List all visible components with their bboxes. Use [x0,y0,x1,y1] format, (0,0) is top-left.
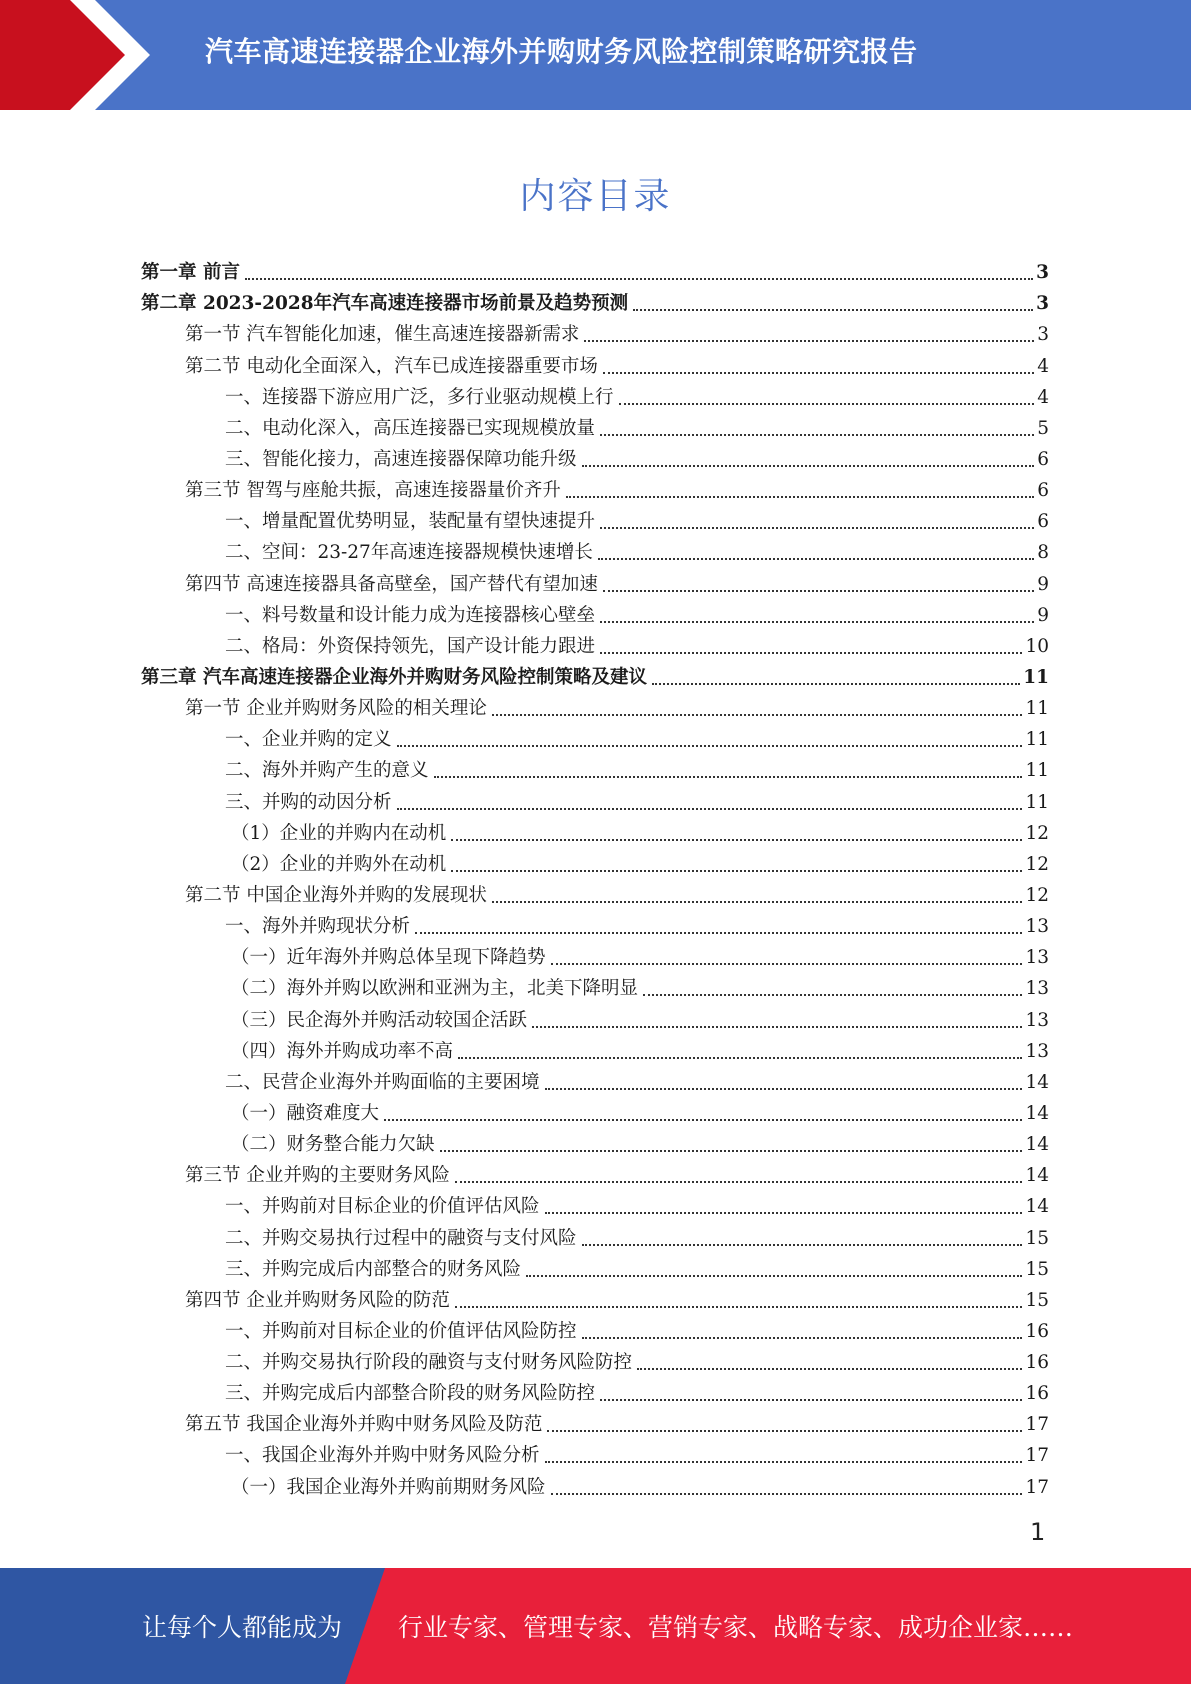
toc-dot-leader [458,1056,1022,1059]
toc-entry[interactable] [141,1344,1049,1375]
toc-entry-page: 4 [1037,355,1049,377]
toc-entry-page: 13 [1025,947,1049,969]
toc-entry[interactable] [141,1188,1049,1219]
toc-entry-label: 第三节 智驾与座舱共振，高速连接器量价齐升 [185,480,561,502]
toc-dot-leader [619,402,1035,405]
toc-entry-page: 3 [1036,262,1049,284]
toc-entry[interactable] [141,783,1049,814]
toc-entry[interactable] [141,815,1049,846]
toc-entry-page: 3 [1037,324,1049,346]
toc-entry-page: 12 [1025,853,1049,875]
toc-dot-leader [566,495,1034,498]
toc-entry-label: （一）近年海外并购总体呈现下降趋势 [231,947,546,969]
toc-entry-label: 二、空间：23-27年高速连接器规模快速增长 [225,542,593,564]
toc-heading: 内容目录 [519,176,672,217]
toc-entry[interactable] [141,597,1049,628]
toc-entry[interactable] [141,503,1049,534]
toc-entry-label: 第四节 企业并购财务风险的防范 [185,1289,450,1311]
toc-entry-page: 11 [1025,760,1049,782]
toc-entry-label: 第一节 汽车智能化加速，催生高速连接器新需求 [185,324,580,346]
toc-entry-label: 第二章 2023-2028年汽车高速连接器市场前景及趋势预测 [141,293,629,315]
toc-entry-label: （二）海外并购以欧洲和亚洲为主，北美下降明显 [231,978,639,1000]
toc-entry-label: 二、并购交易执行阶段的融资与支付财务风险防控 [225,1352,633,1374]
toc-entry[interactable] [141,690,1049,721]
toc-dot-leader [455,1305,1023,1308]
toc-entry-label: 二、格局：外资保持领先，国产设计能力跟进 [225,635,596,657]
toc-entry-label: 第二节 电动化全面深入，汽车已成连接器重要市场 [185,355,598,377]
toc-entry-page: 11 [1023,666,1049,688]
toc-dot-leader [603,589,1034,592]
toc-dot-leader [582,1336,1023,1339]
toc-entry-page: 15 [1025,1258,1049,1280]
toc-entry-label: （一）我国企业海外并购前期财务风险 [231,1476,546,1498]
toc-entry[interactable] [141,628,1049,659]
toc-entry[interactable] [141,379,1049,410]
toc-dot-leader [451,838,1022,841]
toc-entry[interactable] [141,410,1049,441]
toc-entry[interactable] [141,1157,1049,1188]
toc-entry-label: 二、海外并购产生的意义 [225,760,429,782]
toc-entry-page: 17 [1025,1445,1049,1467]
toc-entry-label: （2）企业的并购外在动机 [231,853,447,875]
toc-entry[interactable] [141,285,1049,316]
page-header [0,0,1191,110]
toc-entry-label: 一、并购前对目标企业的价值评估风险 [225,1196,540,1218]
toc-entry-label: 三、智能化接力，高速连接器保障功能升级 [225,448,577,470]
toc-dot-leader [415,931,1022,934]
toc-entry[interactable] [141,970,1049,1001]
toc-dot-leader [652,682,1020,685]
toc-entry-label: 一、料号数量和设计能力成为连接器核心壁垒 [225,604,596,626]
toc-entry-page: 14 [1025,1134,1049,1156]
toc-dot-leader [545,1460,1023,1463]
toc-entry-label: 二、民营企业海外并购面临的主要困境 [225,1071,540,1093]
toc-entry[interactable] [141,1064,1049,1095]
toc-entry-page: 14 [1025,1165,1049,1187]
toc-entry-label: 三、并购完成后内部整合的财务风险 [225,1258,522,1280]
toc-dot-leader [397,807,1023,810]
toc-dot-leader [440,1149,1023,1152]
toc-entry-label: 一、企业并购的定义 [225,729,392,751]
toc-dot-leader [547,1429,1022,1432]
toc-entry-page: 6 [1037,448,1049,470]
toc-entry-page: 9 [1037,573,1049,595]
toc-dot-leader [600,1398,1022,1401]
toc-entry-page: 13 [1025,978,1049,1000]
toc-dot-leader [551,962,1023,965]
toc-dot-leader [600,433,1034,436]
toc-dot-leader [455,1180,1023,1183]
toc-entry-page: 4 [1037,386,1049,408]
toc-dot-leader [551,1492,1023,1495]
toc-entry-page: 11 [1025,791,1049,813]
page-number: 1 [1030,1518,1046,1546]
toc-dot-leader [384,1118,1022,1121]
toc-entry-label: 一、我国企业海外并购中财务风险分析 [225,1445,540,1467]
toc-dot-leader [600,526,1034,529]
toc-dot-leader [582,464,1035,467]
toc-dot-leader [397,744,1023,747]
footer-slogan-left: 让每个人都能成为 [142,1613,343,1642]
toc-entry[interactable] [141,1126,1049,1157]
toc-entry[interactable] [141,1282,1049,1313]
toc-dot-leader [600,651,1022,654]
toc-entry-label: （二）财务整合能力欠缺 [231,1134,435,1156]
toc-dot-leader [584,339,1034,342]
toc-dot-leader [526,1274,1022,1277]
toc-dot-leader [637,1367,1022,1370]
toc-dot-leader [600,620,1034,623]
toc-entry[interactable] [141,565,1049,596]
toc-entry-page: 17 [1025,1414,1049,1436]
toc-entry[interactable] [141,1375,1049,1406]
toc-entry[interactable] [141,877,1049,908]
toc-entry-label: 一、并购前对目标企业的价值评估风险防控 [225,1320,577,1342]
toc-entry-page: 15 [1025,1289,1049,1311]
toc-dot-leader [492,900,1023,903]
page-footer [0,1568,1191,1684]
toc-entry-label: 一、增量配置优势明显，装配量有望快速提升 [225,511,596,533]
toc-entry-label: （一）融资难度大 [231,1102,380,1124]
toc-dot-leader [492,713,1023,716]
toc-dot-leader [434,775,1023,778]
toc-dot-leader [598,557,1034,560]
toc-entry-page: 13 [1025,916,1049,938]
toc-entry[interactable] [141,534,1049,565]
toc-entry-page: 16 [1025,1352,1049,1374]
toc-entry[interactable] [141,472,1049,503]
toc-entry[interactable] [141,254,1049,285]
toc-entry[interactable] [141,1437,1049,1468]
toc-entry[interactable] [141,1033,1049,1064]
toc-entry[interactable] [141,347,1049,378]
toc-entry-label: 一、连接器下游应用广泛，多行业驱动规模上行 [225,386,614,408]
toc-entry[interactable] [141,908,1049,939]
toc-entry-label: 一、海外并购现状分析 [225,916,411,938]
toc-entry[interactable] [141,939,1049,970]
toc-entry[interactable] [141,1095,1049,1126]
toc-entry-page: 14 [1025,1102,1049,1124]
toc-entry-page: 9 [1037,604,1049,626]
toc-entry[interactable] [141,1468,1049,1499]
footer-slogan-right: 行业专家、管理专家、营销专家、战略专家、成功企业家…… [398,1613,1074,1642]
toc-entry[interactable] [141,1001,1049,1032]
table-of-contents [141,254,1049,1500]
toc-entry-page: 5 [1037,417,1049,439]
toc-dot-leader [643,993,1022,996]
toc-dot-leader [582,1243,1023,1246]
toc-entry[interactable] [141,752,1049,783]
toc-entry-label: 第一节 企业并购财务风险的相关理论 [185,698,487,720]
toc-dot-leader [633,308,1033,311]
toc-entry[interactable] [141,846,1049,877]
toc-entry-label: 第三章 汽车高速连接器企业海外并购财务风险控制策略及建议 [141,666,647,688]
toc-dot-leader [603,371,1034,374]
toc-entry-page: 16 [1025,1383,1049,1405]
toc-entry-page: 8 [1037,542,1049,564]
toc-entry-page: 13 [1025,1009,1049,1031]
toc-dot-leader [245,277,1033,280]
toc-entry-label: 二、电动化深入，高压连接器已实现规模放量 [225,417,596,439]
toc-entry-label: 第四节 高速连接器具备高壁垒，国产替代有望加速 [185,573,598,595]
toc-dot-leader [451,869,1022,872]
toc-entry-page: 6 [1037,511,1049,533]
toc-entry[interactable] [141,659,1049,690]
toc-entry-label: 第二节 中国企业海外并购的发展现状 [185,884,487,906]
toc-entry-page: 6 [1037,480,1049,502]
toc-entry[interactable] [141,1251,1049,1282]
toc-entry-label: 三、并购完成后内部整合阶段的财务风险防控 [225,1383,596,1405]
toc-entry-label: 二、并购交易执行过程中的融资与支付风险 [225,1227,577,1249]
toc-entry-page: 11 [1025,698,1049,720]
toc-entry[interactable] [141,316,1049,347]
toc-dot-leader [545,1211,1023,1214]
toc-entry-label: 第五节 我国企业海外并购中财务风险及防范 [185,1414,543,1436]
toc-entry[interactable] [141,721,1049,752]
toc-entry-page: 15 [1025,1227,1049,1249]
toc-entry-label: 第三节 企业并购的主要财务风险 [185,1165,450,1187]
toc-entry-label: （三）民企海外并购活动较国企活跃 [231,1009,528,1031]
toc-entry-page: 10 [1025,635,1049,657]
toc-entry-page: 13 [1025,1040,1049,1062]
toc-entry-label: （1）企业的并购内在动机 [231,822,447,844]
toc-entry-page: 12 [1025,822,1049,844]
toc-entry-page: 14 [1025,1071,1049,1093]
toc-dot-leader [545,1087,1023,1090]
toc-entry-page: 12 [1025,884,1049,906]
toc-entry-page: 17 [1025,1476,1049,1498]
toc-dot-leader [532,1025,1022,1028]
toc-entry[interactable] [141,1406,1049,1437]
toc-entry-page: 11 [1025,729,1049,751]
report-title: 汽车高速连接器企业海外并购财务风险控制策略研究报告 [205,35,918,68]
toc-entry-label: 三、并购的动因分析 [225,791,392,813]
toc-entry-page: 16 [1025,1320,1049,1342]
toc-entry-page: 14 [1025,1196,1049,1218]
toc-entry-label: （四）海外并购成功率不高 [231,1040,454,1062]
toc-entry[interactable] [141,1313,1049,1344]
toc-entry[interactable] [141,441,1049,472]
toc-entry[interactable] [141,1219,1049,1250]
toc-entry-label: 第一章 前言 [141,262,240,284]
toc-entry-page: 3 [1036,293,1049,315]
